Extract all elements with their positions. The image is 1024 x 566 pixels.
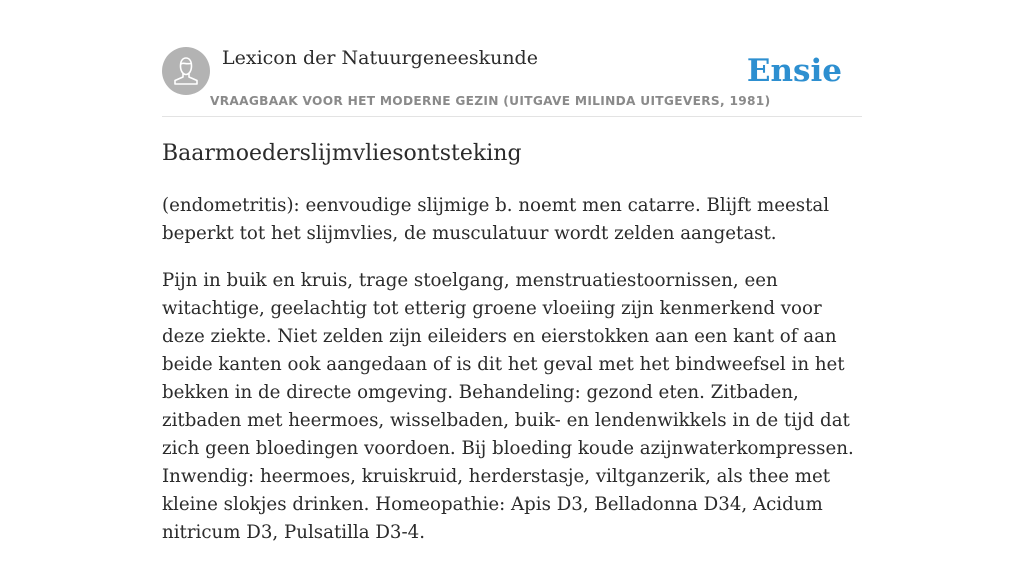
ensie-logo[interactable]: Ensie — [746, 53, 842, 89]
article-body — [162, 192, 862, 566]
source-header — [162, 45, 862, 117]
article-paragraph-2: Pijn in buik en kruis, trage stoelgang, menstruatiestoornissen, een witachtige, geelachtig tot etterig groene vloeiing zijn kenmerkend voor deze ziekte. Niet zelden zijn eileiders en eierstokken aan een kant of aan beide kanten ook aangedaan of is dit het geval met het bindweefsel in het bekken in de directe omgeving. Behandeling: gezond eten. Zitbaden, zitbaden met heermoes, wisselbaden, buik- en lendenwikkels in de tijd dat zich geen bloedingen voordoen. Bij bloeding koude azijnwaterkompressen. Inwendig: heermoes, kruiskruid, herderstasje, viltganzerik, als thee met kleine slokjes drinken. Homeopathie: Apis D3, Belladonna D34, Acidum nitricum D3, Pulsatilla D3-4. — [162, 270, 854, 543]
article-paragraph-1: (endometritis): eenvoudige slijmige b. noemt men catarre. Blijft meestal beperkt tot het slijmvlies, de musculatuur wordt zelden aangetast. — [162, 195, 830, 244]
book-subtitle: VRAAGBAAK VOOR HET MODERNE GEZIN (UITGAVE MILINDA UITGEVERS, 1981) — [210, 94, 771, 108]
article-title: Baarmoederslijmvliesontsteking — [162, 141, 522, 166]
source-avatar[interactable] — [162, 47, 210, 95]
book-title-link[interactable]: Lexicon der Natuurgeneeskunde — [222, 47, 538, 69]
user-silhouette-icon — [162, 47, 210, 95]
